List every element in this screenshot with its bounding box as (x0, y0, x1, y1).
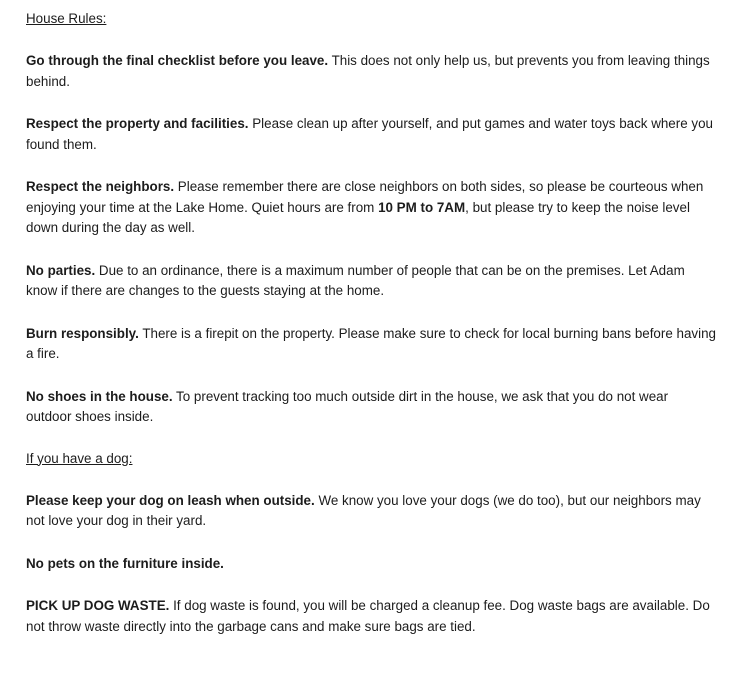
rule-no-pets-furniture (26, 554, 716, 575)
rule-title: No parties. (26, 262, 96, 278)
rule-text: There is a firepit on the property. Please make sure to check for local burning bans before having a fire. (26, 325, 716, 361)
rule-respect-property (26, 114, 716, 155)
rule-pick-up-waste (26, 596, 716, 637)
rule-final-checklist (26, 51, 716, 92)
rule-title: Please keep your dog on leash when outside. (26, 492, 315, 508)
rule-text: Please remember there are close neighbors on both sides, so please be courteous when enjoying your time at the Lake Home. Quiet hours are from (26, 179, 704, 215)
dog-rules-heading: If you have a dog: (26, 450, 133, 466)
rule-title: Respect the neighbors. (26, 179, 175, 194)
rule-title: Burn responsibly. (26, 325, 139, 341)
rule-text: If dog waste is found, you will be charged a cleanup fee. Dog waste bags are available. Do not throw waste directly into the garbage cans and make sure bags are tied. (26, 598, 710, 634)
rule-text: We know you love your dogs (we do too), but our neighbors may not love your dog in their yard. (26, 492, 701, 528)
rule-title: PICK UP DOG WASTE. (26, 598, 170, 613)
rule-title: No pets on the furniture inside. (26, 555, 224, 571)
rule-text: To prevent tracking too much outside dirt in the house, we ask that you do not wear outdoor shoes inside. (26, 388, 669, 424)
rule-leash (26, 491, 716, 532)
rule-title: Respect the property and facilities. (26, 116, 249, 131)
house-rules-heading: House Rules: (26, 11, 107, 26)
house-rules-document (26, 9, 716, 637)
quiet-hours: 10 PM to 7AM (378, 199, 466, 215)
rule-no-shoes (26, 387, 716, 428)
rule-text: Please clean up after yourself, and put games and water toys back where you found them. (26, 116, 713, 152)
rule-text: , but please try to keep the noise level down during the day as well. (26, 199, 690, 235)
rule-respect-neighbors (26, 177, 716, 239)
rule-text: Due to an ordinance, there is a maximum number of people that can be on the premises. Let Adam know if there are changes to the guests staying at the home. (26, 262, 685, 298)
rule-title: Go through the final checklist before you leave. (26, 53, 329, 68)
rule-no-parties (26, 261, 716, 302)
rule-text: This does not only help us, but prevents you from leaving things behind. (26, 53, 710, 89)
rule-burn-responsibly (26, 324, 716, 365)
rule-title: No shoes in the house. (26, 388, 173, 404)
